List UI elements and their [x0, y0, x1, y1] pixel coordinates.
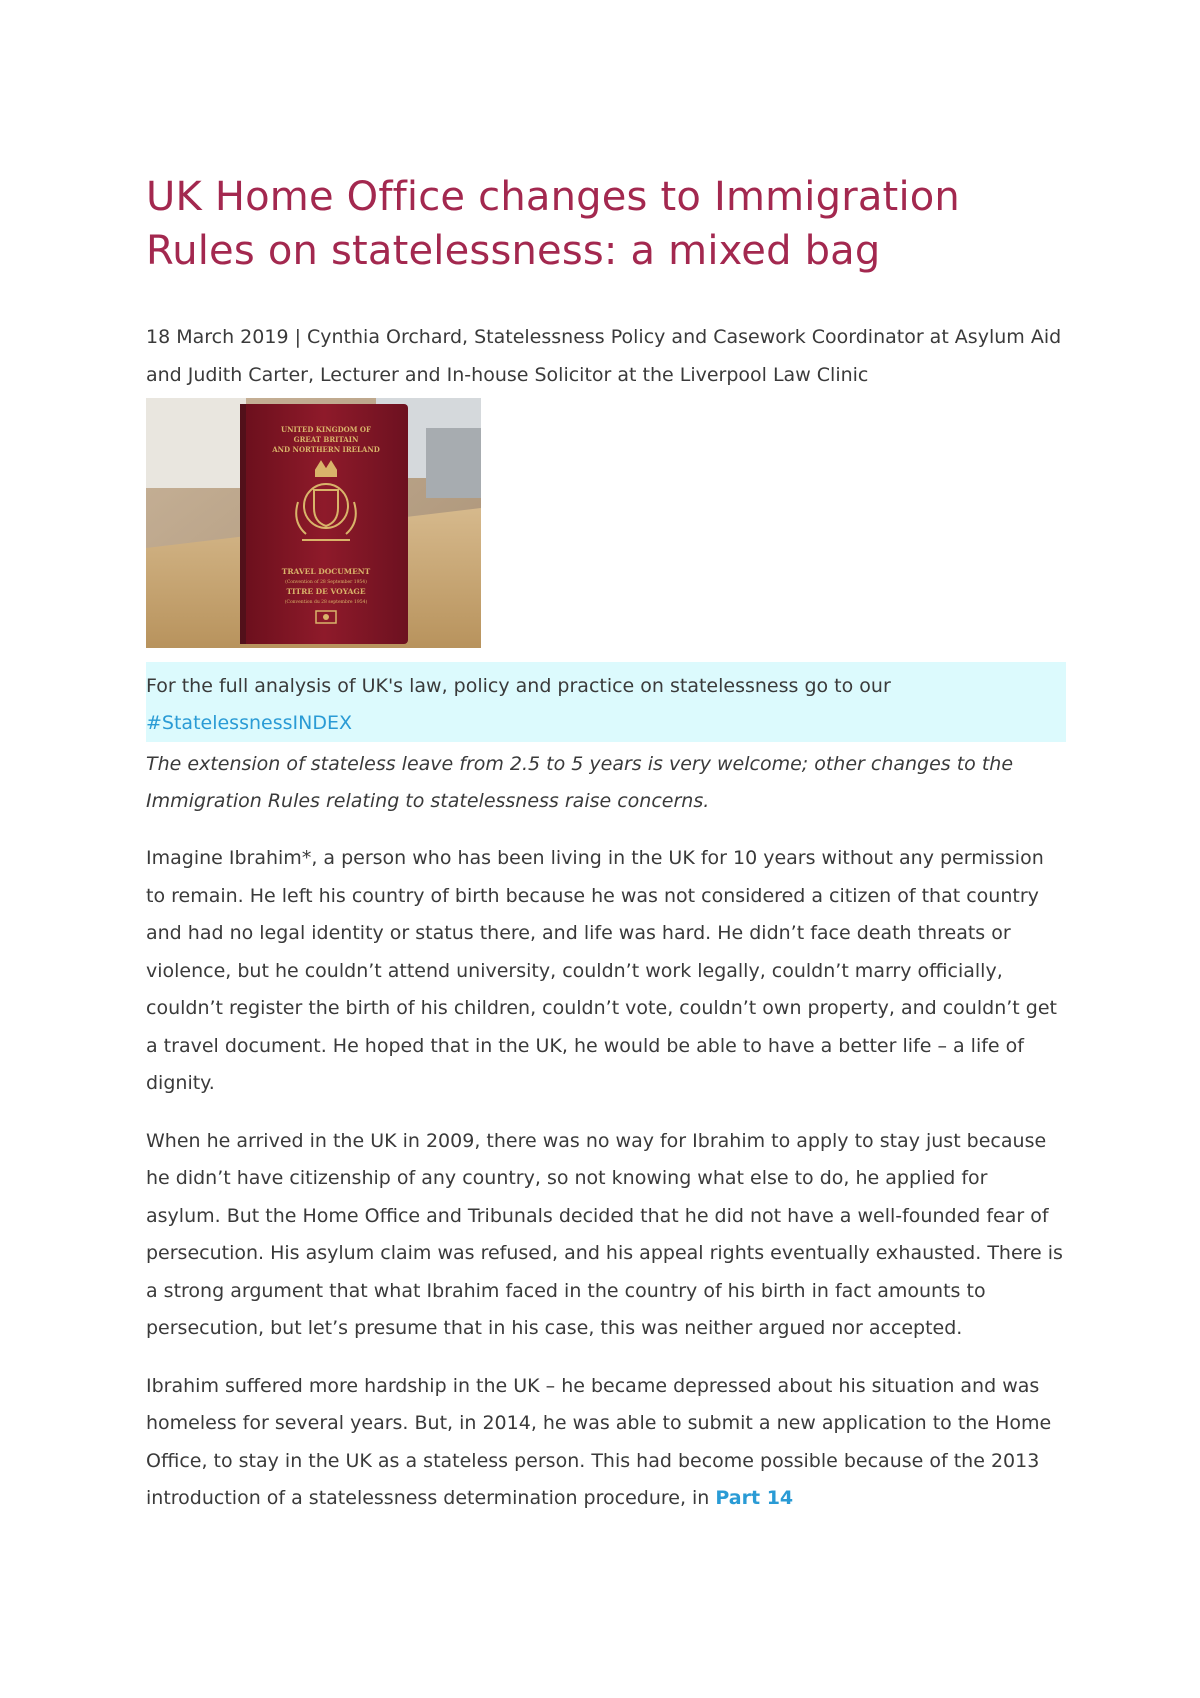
article: [146, 170, 1066, 1518]
passport-line6: TITRE DE VOYAGE: [286, 587, 366, 596]
article-title: UK Home Office changes to Immigration Rules on statelessness: a mixed bag: [146, 174, 960, 274]
article-byline: 18 March 2019 | Cynthia Orchard, Statelessness Policy and Casework Coordinator at Asylum Aid and Judith Carter, Lecturer and In-house Solicitor at the Liverpool Law Clinic: [146, 326, 1062, 386]
passport-line5: (Convention of 28 September 1954): [285, 580, 367, 585]
statelessness-index-link[interactable]: #StatelessnessINDEX: [146, 712, 352, 734]
article-lede: The extension of stateless leave from 2.5 to 5 years is very welcome; other changes to the Immigration Rules relating to statelessness raise concerns.: [146, 753, 1014, 812]
passport-line3: AND NORTHERN IRELAND: [272, 445, 380, 454]
paragraph-2: When he arrived in the UK in 2009, there was no way for Ibrahim to apply to stay just because he didn’t have citizenship of any country, so not knowing what else to do, he applied for asylum. But the Home Office and Tribunals decided that he did not have a well-founded fear of persecution. His asylum claim was refused, and his appeal rights eventually exhausted. There is a strong argument that what Ibrahim faced in the country of his birth in fact amounts to persecution, but let’s presume that in his case, this was neither argued nor accepted.: [146, 1129, 1063, 1339]
paragraph-1: Imagine Ibrahim*, a person who has been living in the UK for 10 years without any permission to remain. He left his country of birth because he was not considered a citizen of that country and had no legal identity or status there, and life was hard. He didn’t face death threats or violence, but he couldn’t attend university, couldn’t work legally, couldn’t marry officially, couldn’t register the birth of his children, couldn’t vote, couldn’t own property, and couldn’t get a travel document. He hoped that in the UK, he would be able to have a better life – a life of dignity.: [146, 847, 1057, 1094]
part-14-link[interactable]: Part 14: [715, 1487, 794, 1509]
passport-photo: [146, 398, 481, 648]
passport-image: [146, 398, 481, 648]
index-callout: [146, 662, 1066, 742]
passport-line1: UNITED KINGDOM OF: [281, 425, 371, 434]
passport-line4: TRAVEL DOCUMENT: [281, 567, 371, 576]
callout-text: For the full analysis of UK's law, policy and practice on statelessness go to our: [146, 675, 891, 697]
passport-line2: GREAT BRITAIN: [293, 435, 359, 444]
paragraph-3-text: Ibrahim suffered more hardship in the UK – he became depressed about his situation and was homeless for several years. But, in 2014, he was able to submit a new application to the Home Office, to stay in the UK as a stateless person. This had become possible because of the 2013 introduction of a statelessness determination procedure, in: [146, 1374, 1052, 1509]
paragraph-3: [146, 1368, 1066, 1518]
passport-line7: (Convention du 28 septembre 1954): [284, 600, 368, 605]
